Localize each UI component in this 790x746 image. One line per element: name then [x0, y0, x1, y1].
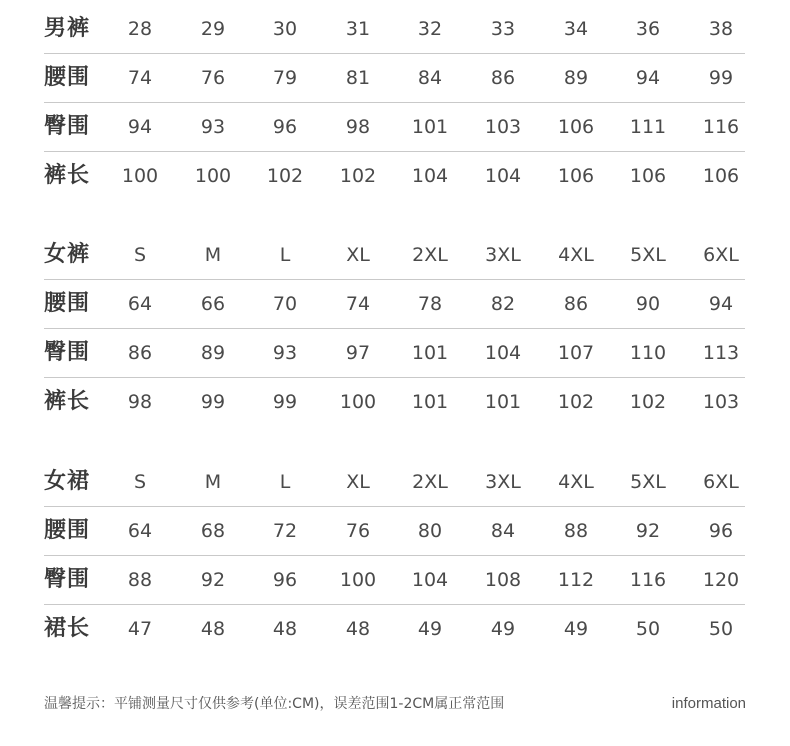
measurement-cell: 50 [708, 618, 734, 640]
measurement-cell: 76 [345, 520, 371, 542]
measurement-cell: 68 [200, 520, 226, 542]
measurement-cell: 108 [484, 569, 522, 591]
measurement-cell: 113 [702, 342, 740, 364]
size-header-cell: 36 [635, 18, 661, 40]
measurement-cell: 106 [557, 116, 595, 138]
measurement-label: 裙长 [44, 616, 91, 641]
measurement-cell: 79 [272, 67, 298, 89]
measurement-cell: 90 [635, 293, 661, 315]
mens-pants-table [44, 5, 745, 200]
measurement-cell: 96 [708, 520, 734, 542]
measurement-cell: 103 [484, 116, 522, 138]
measurement-cell: 47 [127, 618, 153, 640]
size-header-cell: M [204, 244, 222, 266]
measurement-cell: 92 [635, 520, 661, 542]
measurement-cell: 104 [484, 342, 522, 364]
size-header-cell: 29 [200, 18, 226, 40]
measurement-cell: 70 [272, 293, 298, 315]
measurement-label: 腰围 [44, 65, 91, 90]
womens-pants-table [44, 231, 745, 426]
measurement-cell: 102 [266, 165, 304, 187]
measurement-cell: 86 [490, 67, 516, 89]
measurement-cell: 74 [345, 293, 371, 315]
measurement-cell: 103 [702, 391, 740, 413]
category-label: 女裙 [44, 469, 91, 494]
size-header-cell: 38 [708, 18, 734, 40]
footer-information: information [671, 695, 746, 712]
size-header-cell: 6XL [703, 471, 739, 493]
size-header-cell: M [204, 471, 222, 493]
measurement-cell: 72 [272, 520, 298, 542]
measurement-cell: 50 [635, 618, 661, 640]
measurement-cell: 111 [629, 116, 667, 138]
size-header-cell: 2XL [412, 471, 448, 493]
womens-skirt-table [44, 458, 745, 653]
measurement-cell: 101 [484, 391, 522, 413]
measurement-cell: 49 [490, 618, 516, 640]
measurement-cell: 98 [127, 391, 153, 413]
measurement-cell: 88 [563, 520, 589, 542]
measurement-label: 臀围 [44, 567, 91, 592]
size-header-cell: 4XL [558, 471, 594, 493]
size-header-cell: 33 [490, 18, 516, 40]
size-header-cell: S [133, 244, 147, 266]
measurement-cell: 80 [417, 520, 443, 542]
measurement-cell: 86 [563, 293, 589, 315]
size-header-cell: XL [346, 471, 370, 493]
measurement-cell: 120 [702, 569, 740, 591]
size-header-cell: S [133, 471, 147, 493]
measurement-cell: 48 [272, 618, 298, 640]
measurement-label: 裤长 [44, 389, 91, 414]
measurement-cell: 78 [417, 293, 443, 315]
table-row [44, 378, 745, 426]
footer-note: 温馨提示：平铺测量尺寸仅供参考(单位:CM)，误差范围1-2CM属正常范围 [44, 696, 505, 712]
measurement-cell: 81 [345, 67, 371, 89]
measurement-cell: 49 [417, 618, 443, 640]
measurement-label: 裤长 [44, 163, 91, 188]
measurement-cell: 89 [563, 67, 589, 89]
measurement-cell: 48 [345, 618, 371, 640]
table-row [44, 280, 745, 329]
table-row [44, 54, 745, 103]
measurement-cell: 89 [200, 342, 226, 364]
measurement-cell: 104 [411, 569, 449, 591]
table-row [44, 556, 745, 605]
measurement-cell: 84 [490, 520, 516, 542]
measurement-cell: 94 [708, 293, 734, 315]
measurement-cell: 106 [557, 165, 595, 187]
table-header-row [44, 5, 745, 54]
size-header-cell: 30 [272, 18, 298, 40]
measurement-cell: 100 [339, 569, 377, 591]
size-header-cell: 5XL [630, 471, 666, 493]
category-label: 男裤 [44, 16, 91, 41]
measurement-cell: 99 [200, 391, 226, 413]
measurement-cell: 82 [490, 293, 516, 315]
measurement-cell: 88 [127, 569, 153, 591]
measurement-cell: 101 [411, 116, 449, 138]
measurement-cell: 104 [484, 165, 522, 187]
measurement-cell: 94 [127, 116, 153, 138]
size-header-cell: 31 [345, 18, 371, 40]
category-label: 女裤 [44, 242, 91, 267]
measurement-cell: 116 [702, 116, 740, 138]
measurement-cell: 112 [557, 569, 595, 591]
measurement-cell: 101 [411, 391, 449, 413]
size-header-cell: L [279, 471, 291, 493]
measurement-cell: 102 [339, 165, 377, 187]
size-header-cell: 5XL [630, 244, 666, 266]
size-header-cell: 3XL [485, 471, 521, 493]
measurement-cell: 93 [200, 116, 226, 138]
measurement-cell: 98 [345, 116, 371, 138]
table-row [44, 507, 745, 556]
measurement-cell: 102 [629, 391, 667, 413]
measurement-cell: 97 [345, 342, 371, 364]
measurement-cell: 74 [127, 67, 153, 89]
table-row [44, 605, 745, 653]
measurement-cell: 49 [563, 618, 589, 640]
measurement-cell: 64 [127, 293, 153, 315]
measurement-cell: 96 [272, 116, 298, 138]
measurement-cell: 106 [629, 165, 667, 187]
size-header-cell: 4XL [558, 244, 594, 266]
measurement-cell: 96 [272, 569, 298, 591]
measurement-cell: 76 [200, 67, 226, 89]
measurement-cell: 66 [200, 293, 226, 315]
measurement-label: 腰围 [44, 291, 91, 316]
size-header-cell: 32 [417, 18, 443, 40]
size-header-cell: 6XL [703, 244, 739, 266]
size-header-cell: 34 [563, 18, 589, 40]
table-row [44, 152, 745, 200]
measurement-label: 腰围 [44, 518, 91, 543]
measurement-cell: 104 [411, 165, 449, 187]
measurement-cell: 102 [557, 391, 595, 413]
measurement-cell: 116 [629, 569, 667, 591]
table-row [44, 329, 745, 378]
measurement-cell: 107 [557, 342, 595, 364]
size-header-cell: 28 [127, 18, 153, 40]
measurement-label: 臀围 [44, 340, 91, 365]
table-header-row [44, 458, 745, 507]
measurement-cell: 86 [127, 342, 153, 364]
measurement-cell: 84 [417, 67, 443, 89]
size-header-cell: 3XL [485, 244, 521, 266]
measurement-cell: 93 [272, 342, 298, 364]
measurement-cell: 100 [194, 165, 232, 187]
measurement-cell: 100 [121, 165, 159, 187]
measurement-cell: 101 [411, 342, 449, 364]
measurement-cell: 48 [200, 618, 226, 640]
measurement-cell: 110 [629, 342, 667, 364]
measurement-cell: 64 [127, 520, 153, 542]
table-header-row [44, 231, 745, 280]
measurement-label: 臀围 [44, 114, 91, 139]
measurement-cell: 99 [272, 391, 298, 413]
measurement-cell: 92 [200, 569, 226, 591]
size-header-cell: XL [346, 244, 370, 266]
measurement-cell: 94 [635, 67, 661, 89]
size-header-cell: L [279, 244, 291, 266]
size-header-cell: 2XL [412, 244, 448, 266]
measurement-cell: 99 [708, 67, 734, 89]
table-row [44, 103, 745, 152]
measurement-cell: 106 [702, 165, 740, 187]
measurement-cell: 100 [339, 391, 377, 413]
